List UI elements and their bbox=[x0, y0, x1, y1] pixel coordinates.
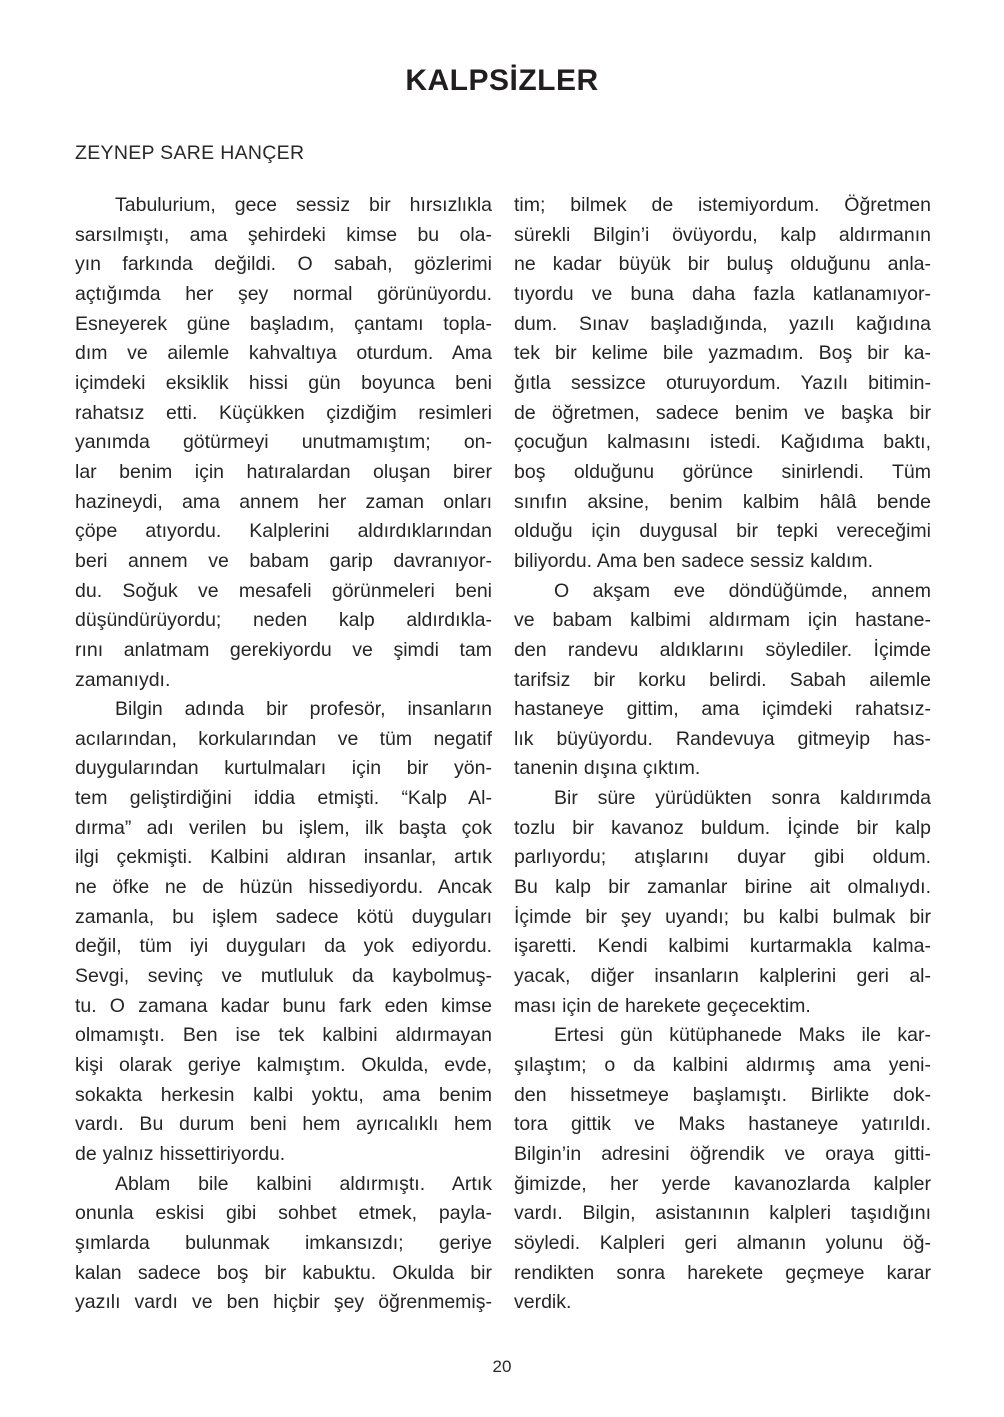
text-line: ğıtla sessizce oturuyordum. Yazılı bitimin- bbox=[514, 371, 931, 394]
text-line: tu. O zamana kadar bunu fark eden kimse bbox=[75, 994, 492, 1017]
paragraph bbox=[514, 1021, 931, 1318]
text-line: yazılı vardı ve ben hiçbir şey öğrenmemiş- bbox=[75, 1291, 492, 1314]
text-line: Tabulurium, gece sessiz bir hırsızlıkla bbox=[115, 194, 492, 216]
text-line: ilgi çekmişti. Kalbini aldıran insanlar, artık bbox=[75, 846, 492, 869]
text-line: İçimde bir şey uyandı; bu kalbi bulmak bir bbox=[514, 905, 931, 928]
text-line: Bilgin adında bir profesör, insanların bbox=[115, 698, 492, 721]
text-line: şımlarda bulunmak imkansızdı; geriye bbox=[75, 1231, 492, 1254]
text-line: sokakta herkesin kalbi yoktu, ama benim bbox=[75, 1083, 492, 1106]
text-line: açtığımda her şey normal görünüyordu. bbox=[75, 282, 492, 305]
text-line: olduğu için duygusal bir tepki vereceğimi bbox=[514, 520, 931, 543]
text-line: olmamıştı. Ben ise tek kalbini aldırmayan bbox=[75, 1024, 492, 1047]
text-line: vardı. Bilgin, asistanının kalpleri taşıdığını bbox=[514, 1202, 931, 1225]
text-line: tora gittik ve Maks hastaneye yatırıldı. bbox=[514, 1113, 931, 1136]
text-line: ne kadar büyük bir buluş olduğunu anla- bbox=[514, 253, 931, 276]
text-line: kalan sadece boş bir kabuktu. Okulda bir bbox=[75, 1261, 492, 1284]
text-columns bbox=[75, 191, 930, 1318]
text-line: değil, tüm iyi duyguları da yok ediyordu. bbox=[75, 935, 492, 958]
text-line: söyledi. Kalpleri geri almanın yolunu öğ- bbox=[514, 1231, 931, 1254]
text-line: dum. Sınav başladığında, yazılı kağıdına bbox=[514, 312, 931, 335]
text-column-left bbox=[75, 191, 492, 1318]
text-line: parlıyordu; atışlarını duyar gibi oldum. bbox=[514, 846, 931, 869]
text-line: tozlu bir kavanoz buldum. İçinde bir kalp bbox=[514, 816, 931, 839]
text-column-right bbox=[514, 191, 931, 1318]
text-line: içimdeki eksiklik hissi gün boyunca beni bbox=[75, 371, 492, 394]
text-line: işaretti. Kendi kalbimi kurtarmakla kalma- bbox=[514, 935, 931, 958]
text-line: şılaştım; o da kalbini aldırmış ama yeni- bbox=[514, 1054, 931, 1077]
text-line: yanımda götürmeyi unutmamıştım; on- bbox=[75, 431, 492, 454]
text-line: ne öfke ne de hüzün hissediyordu. Ancak bbox=[75, 876, 492, 899]
text-line: Bilgin’in adresini öğrendik ve oraya gitti- bbox=[514, 1143, 931, 1165]
text-line: çöpe atıyordu. Kalplerini aldırdıklarından bbox=[75, 520, 492, 543]
text-line: verdik. bbox=[514, 1291, 572, 1314]
text-line: tim; bilmek de istemiyordum. Öğretmen bbox=[514, 194, 931, 216]
text-line: du. Soğuk ve mesafeli görünmeleri beni bbox=[75, 579, 492, 602]
text-line: beri annem ve babam garip davranıyor- bbox=[75, 549, 492, 572]
text-line: duygularından kurtulmaları için bir yön- bbox=[75, 757, 492, 780]
text-line: sürekli Bilgin’i övüyordu, kalp aldırmanın bbox=[514, 223, 931, 246]
text-line: rını anlatmam gerekiyordu ve şimdi tam bbox=[75, 638, 492, 661]
text-line: düşündürüyordu; neden kalp aldırdıkla- bbox=[75, 609, 492, 632]
text-line: boş olduğunu görünce sinirlendi. Tüm bbox=[514, 460, 931, 483]
text-line: dım ve ailemle kahvaltıya oturdum. Ama bbox=[75, 342, 492, 365]
text-line: sarsılmıştı, ama şehirdeki kimse bu ola- bbox=[75, 223, 492, 246]
text-line: rendikten sonra harekete geçmeye karar bbox=[514, 1261, 931, 1284]
text-line: O akşam eve döndüğümde, annem bbox=[554, 579, 931, 602]
paragraph bbox=[75, 1170, 492, 1318]
author-name: ZEYNEP SARE HANÇER bbox=[75, 142, 305, 164]
text-line: hazineydi, ama annem her zaman onları bbox=[75, 490, 492, 513]
text-line: dırma” adı verilen bu işlem, ilk başta çok bbox=[75, 816, 492, 839]
text-line: sınıfın aksine, benim kalbim hâlâ bende bbox=[514, 490, 931, 513]
text-line: ve babam kalbimi aldırmam için hastane- bbox=[514, 609, 931, 632]
text-line: kişi olarak geriye kalmıştım. Okulda, evde, bbox=[75, 1054, 492, 1077]
text-line: çocuğun kalmasını istedi. Kağıdıma baktı, bbox=[514, 431, 931, 454]
text-line: zamanıydı. bbox=[75, 668, 171, 691]
page-title: KALPSİZLER bbox=[405, 64, 599, 97]
text-line: rahatsız etti. Küçükken çizdiğim resimleri bbox=[75, 401, 492, 424]
text-line: Esneyerek güne başladım, çantamı topla- bbox=[75, 312, 492, 335]
page-number: 20 bbox=[492, 1357, 512, 1376]
text-line: de öğretmen, sadece benim ve başka bir bbox=[514, 401, 931, 424]
text-line: hastaneye gittim, ama içimdeki rahatsız- bbox=[514, 698, 931, 721]
paragraph bbox=[75, 695, 492, 1170]
text-line: ması için de harekete geçecektim. bbox=[514, 994, 811, 1017]
text-line: de yalnız hissettiriyordu. bbox=[75, 1143, 286, 1165]
text-line: lık büyüyordu. Randevuya gitmeyip has- bbox=[514, 727, 931, 750]
text-line: tıyordu ve buna daha fazla katlanamıyor- bbox=[514, 282, 931, 305]
text-line: yacak, diğer insanların kalplerini geri al- bbox=[514, 965, 931, 988]
text-line: Sevgi, sevinç ve mutluluk da kaybolmuş- bbox=[75, 965, 492, 988]
text-line: ğimizde, her yerde kavanozlarda kalpler bbox=[514, 1172, 931, 1195]
paragraph bbox=[514, 577, 931, 785]
text-line: tanenin dışına çıktım. bbox=[514, 757, 701, 780]
text-line: lar benim için hatıralardan oluşan birer bbox=[75, 460, 492, 483]
text-line: Bu kalp bir zamanlar birine ait olmalıydı. bbox=[514, 876, 931, 899]
paragraph bbox=[514, 191, 931, 577]
text-line: vardı. Bu durum beni hem ayrıcalıklı hem bbox=[75, 1113, 492, 1136]
text-line: Bir süre yürüdükten sonra kaldırımda bbox=[554, 787, 931, 810]
paragraph bbox=[75, 191, 492, 695]
text-line: biliyordu. Ama ben sadece sessiz kaldım. bbox=[514, 549, 874, 572]
text-line: Ertesi gün kütüphanede Maks ile kar- bbox=[554, 1024, 931, 1047]
text-line: den randevu aldıklarını söylediler. İçimde bbox=[514, 638, 931, 661]
text-line: zamanla, bu işlem sadece kötü duyguları bbox=[75, 905, 492, 928]
text-line: onunla eskisi gibi sohbet etmek, payla- bbox=[75, 1202, 492, 1225]
text-line: yın farkında değildi. O sabah, gözlerimi bbox=[75, 253, 492, 276]
text-line: tem geliştirdiğini iddia etmişti. “Kalp Al- bbox=[75, 787, 492, 810]
paragraph bbox=[514, 784, 931, 1021]
text-line: tek bir kelime bile yazmadım. Boş bir ka- bbox=[514, 342, 931, 365]
text-line: Ablam bile kalbini aldırmıştı. Artık bbox=[115, 1172, 492, 1195]
text-line: acılarından, korkularından ve tüm negatif bbox=[75, 727, 492, 750]
text-line: den hissetmeye başlamıştı. Birlikte dok- bbox=[514, 1083, 931, 1106]
text-line: tarifsiz bir korku belirdi. Sabah ailemle bbox=[514, 668, 931, 691]
